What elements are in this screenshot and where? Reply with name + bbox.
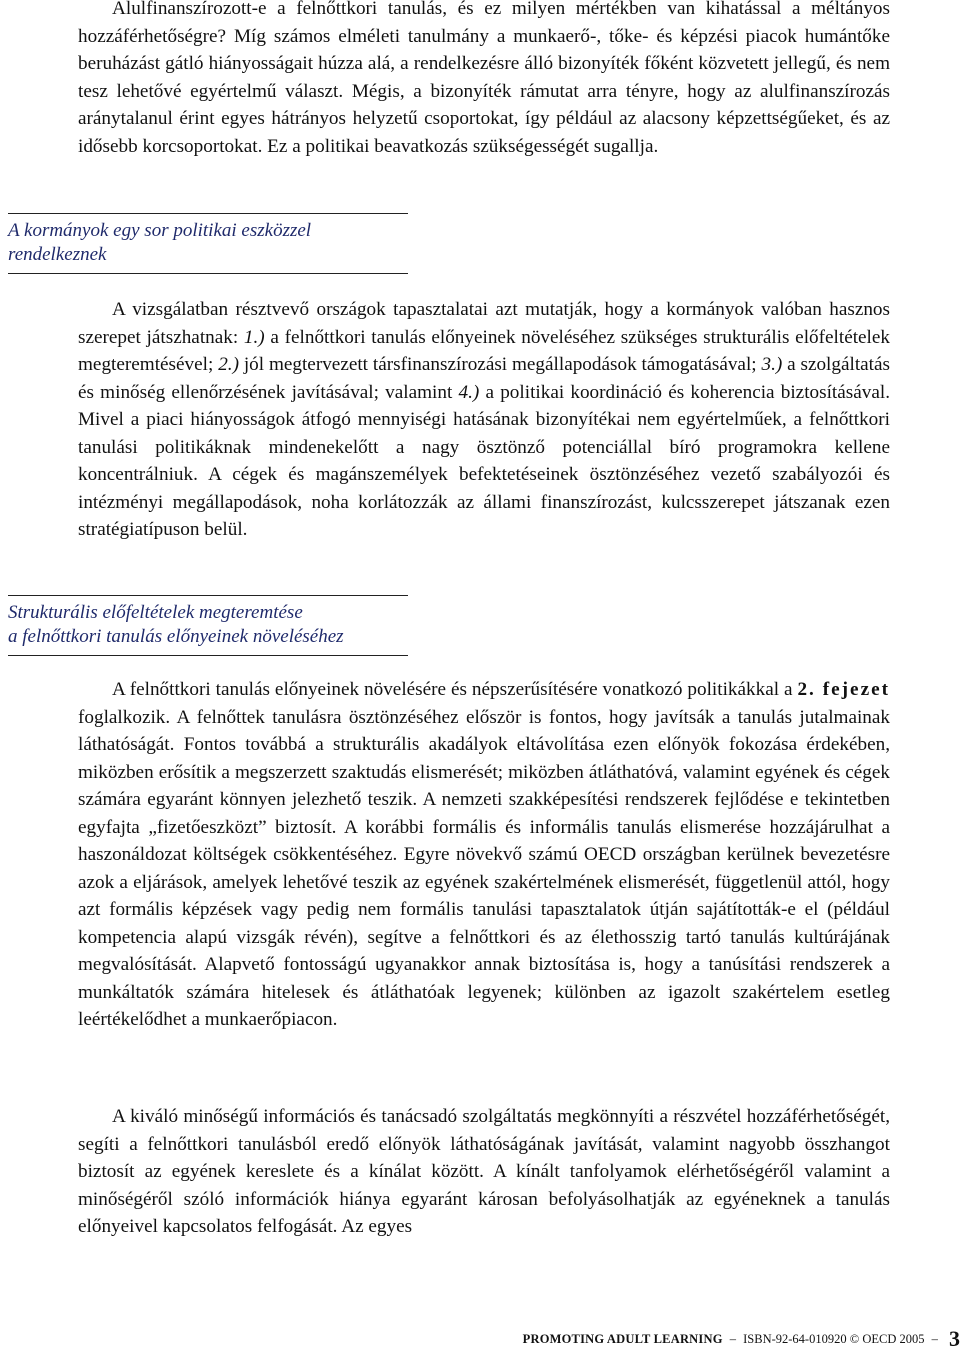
list-number: 1.) <box>243 326 265 348</box>
paragraph-text: Alulfinanszírozott-e a felnőttkori tanulás, és ez milyen mértékben van kihatással a méltányos hozzáférhetőségre? Míg számos elméleti tanulmány a munkaerő-, tőke- és képzési piacok humántőke beruházást gátló hiányosságait húzza alá, a rendelkezésre álló bizonyíték főként közvetett jellegű, és nem tesz lehetővé egyértelmű választ. Mégis, a bizonyíték rámutat arra tényre, hogy az alulfinanszírozás aránytalanul érint egyes hátrányos helyzetű csoportokat, így például az alacsony képzettségűeket, és az idősebb korcsoportokat. Ez a politikai beavatkozás szükségességét sugallja. <box>78 0 890 157</box>
body-paragraph-1 <box>78 0 890 160</box>
body-paragraph-4 <box>78 1103 890 1241</box>
paragraph-text: jól megtervezett társfinanszírozási megállapodások támogatásával; <box>238 354 762 375</box>
chapter-reference: 2. fejezet <box>797 679 890 700</box>
paragraph-text: A vizsgálatban résztvevő országok tapasztalatai azt mutatják, hogy a kormányok valóban hasznos szerepet játszhatnak: <box>78 299 890 348</box>
paragraph-text: a szolgáltatás és minőség ellenőrzésének javításával; valamint <box>78 354 890 403</box>
paragraph-text: foglalkozik. A felnőttek tanulásra ösztönzéséhez először is fontos, hogy javítsák a tanulás jutalmainak láthatóságát. Fontos továbbá a strukturális akadályok eltávolítása ezen előnyök fokozása érdekében, miközben erősítik a megszerzett szaktudás elismerését; miközben átláthatóvá, valamint egyének és cégek számára egyaránt könnyen jelezhető teszik. A nemzeti szakképesítési rendszerek fejlődése e tekintetben egyfajta „fizetőeszközt” biztosít. A korábbi formális és informális tanulás elismerése hozzájárulhat a haszonáldozat költségek csökkentéséhez. Egyre növekvő számú OECD országban kerülnek bevezetésre azok a eljárások, amelyek lehetővé teszik az egyének szakértelmének elismerését, függetlenül attól, hogy azt formális képzések vagy pedig nem formális tanulási tapasztalatok útján sajátították-e el (például kompetencia alapú vizsgák révén), segítve a felnőttkori és az élethosszig tartó tanulás kultúrájának megvalósítását. Alapvető fontosságú ugyanakkor annak biztosítása is, hogy a tanúsítási rendszerek a munkáltatók számára hitelesek és átláthatóak legyenek; különben az igazolt szakértelem esetleg leértékelődhet a munkaerőpiacon. <box>78 706 890 1030</box>
list-number: 3.) <box>761 354 783 375</box>
margin-heading-line: rendelkeznek <box>8 244 107 265</box>
margin-heading-governments <box>8 213 408 274</box>
footer-isbn: ISBN-92-64-010920 <box>743 1332 847 1346</box>
margin-heading-line: Strukturális előfeltételek megteremtése <box>8 602 303 623</box>
margin-heading-text <box>8 596 408 655</box>
margin-heading-structural-preconditions <box>8 595 408 656</box>
page-number: 3 <box>949 1326 960 1351</box>
list-number: 4.) <box>458 381 480 403</box>
margin-heading-text <box>8 214 408 273</box>
list-number: 2.) <box>218 354 239 375</box>
paragraph-text: a felnőttkori tanulás előnyeinek növeléséhez szükséges strukturális előfeltételek megteremtésével; <box>78 326 890 375</box>
body-paragraph-2 <box>78 296 890 544</box>
page-footer <box>522 1326 960 1351</box>
footer-copyright: © OECD 2005 <box>849 1332 925 1346</box>
margin-heading-line: a felnőttkori tanulás előnyeinek növeléséhez <box>8 626 344 647</box>
footer-separator: – <box>729 1332 736 1346</box>
paragraph-text: A felnőttkori tanulás előnyeinek növelésére és népszerűsítésére vonatkozó politikákkal a <box>112 679 798 700</box>
footer-publication-title: PROMOTING ADULT LEARNING <box>522 1332 723 1346</box>
paragraph-text: A kiváló minőségű információs és tanácsadó szolgáltatás megkönnyíti a részvétel hozzáférhetőségét, segíti a felnőttkori tanulásból eredő előnyök láthatóságának javítását, valamint nagyobb összhangot biztosít az egyének kereslete és a kínálat között. A kínált tanfolyamok elérhetőségéről valamint a minőségéről szóló információk hiánya egyaránt károsan befolyásolhatják az egyéneknek a tanulás előnyeivel kapcsolatos felfogását. Az egyes <box>78 1106 890 1237</box>
margin-heading-line: A kormányok egy sor politikai eszközzel <box>8 220 312 241</box>
body-paragraph-3 <box>78 676 890 1034</box>
footer-separator: – <box>931 1332 938 1346</box>
paragraph-text: a politikai koordináció és koherencia biztosításával. Mivel a piaci hiányosságok átfogó mennyiségi hatásának bizonyítékai nem egyértelműek, a felnőttkori tanulási politikáknak mindenekelőtt a nagy ösztönző potenciállal bíró programokra kellene koncentrálniuk. A cégek és magánszemélyek befektetéseinek ösztönzéséhez vezető szabályozói és intézményi megállapodások, noha korlátozzák az állami finanszírozást, kulcsszerepet játszanak ezen stratégiatípuson belül. <box>78 381 890 540</box>
